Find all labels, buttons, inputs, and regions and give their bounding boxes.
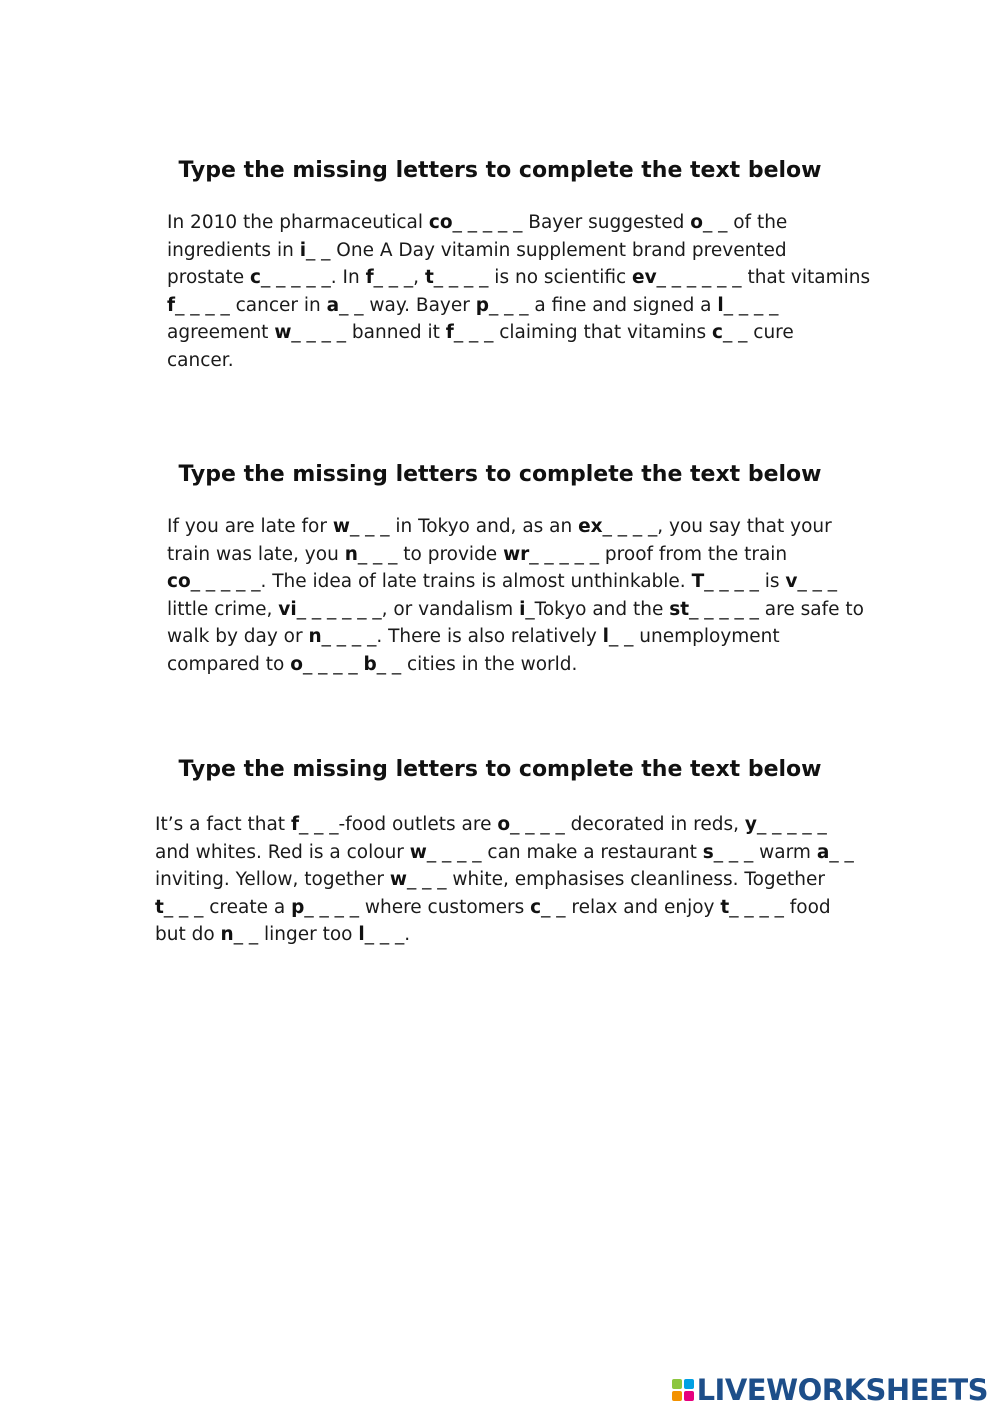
text-segment: cancer.	[167, 349, 234, 371]
word-hint: ev	[632, 267, 657, 289]
text-segment: _ _ _ _	[723, 294, 779, 316]
paragraph-line	[155, 811, 854, 839]
text-segment: _ _ cure	[723, 322, 794, 344]
word-hint: b	[363, 653, 377, 675]
paragraph-line	[167, 541, 864, 569]
text-segment: _ _ unemployment	[609, 626, 780, 648]
text-segment: _ _ _ _ _. The idea of late trains is almost unthinkable.	[190, 571, 692, 593]
text-segment: _ _ of the	[702, 212, 788, 233]
word-hint: y	[744, 814, 757, 835]
paragraph-line	[167, 319, 870, 347]
text-segment: _ _ One A Day vitamin supplement brand prevented	[306, 239, 787, 261]
section-3-paragraph	[155, 811, 854, 949]
text-segment: walk by day or	[167, 626, 309, 648]
word-hint: f	[445, 322, 454, 344]
word-hint: t	[720, 896, 730, 918]
paragraph-line	[155, 866, 854, 894]
text-segment: It’s a fact that	[155, 814, 291, 835]
text-segment: and whites. Red is a colour	[155, 841, 410, 863]
word-hint: a	[326, 294, 340, 316]
text-segment: _ _ _ a fine and signed a	[489, 294, 718, 316]
word-hint: c	[712, 322, 724, 344]
text-segment: _ _ relax and enjoy	[541, 896, 721, 918]
paragraph-line	[167, 292, 870, 320]
text-segment: _ _ _ create a	[163, 896, 292, 918]
section-2-title: Type the missing letters to complete the text below	[178, 462, 822, 487]
word-hint: T	[691, 571, 705, 593]
word-hint: i	[299, 239, 307, 261]
text-segment: _ _ _ _ _	[756, 814, 827, 835]
text-segment: _ _ linger too	[233, 924, 359, 946]
text-segment: _ _ _ _ can make a restaurant	[426, 841, 703, 863]
text-segment: ingredients in	[167, 239, 300, 261]
text-segment: _ _ _-food outlets are	[299, 814, 498, 835]
word-hint: t	[424, 267, 434, 289]
word-hint: p	[475, 294, 489, 316]
text-segment: _ _ _ _ decorated in reds,	[510, 814, 745, 835]
paragraph-line	[167, 568, 864, 596]
liveworksheets-logo-icon	[672, 1379, 694, 1401]
text-segment: _ _ _ _ _ _ that vitamins	[656, 267, 871, 289]
word-hint: co	[167, 571, 191, 593]
word-hint: o	[690, 212, 703, 233]
section-3-title: Type the missing letters to complete the text below	[178, 757, 822, 782]
paragraph-line	[167, 209, 870, 237]
word-hint: w	[274, 322, 292, 344]
text-segment: _ _ _ _ food	[729, 896, 831, 918]
paragraph-line	[155, 921, 854, 949]
text-segment: little crime,	[167, 598, 279, 620]
word-hint: o	[290, 653, 303, 675]
word-hint: w	[409, 841, 427, 863]
word-hint: f	[167, 294, 176, 316]
text-segment: _ _ _	[797, 571, 837, 593]
text-segment: _ _ _ _, you say that your	[602, 516, 832, 537]
text-segment: _ _ _ _ _ proof from the train	[529, 543, 788, 565]
word-hint: l	[717, 294, 724, 316]
word-hint: c	[250, 267, 261, 289]
text-segment: _ _ _ _ _ are safe to	[689, 598, 864, 620]
logo-square-green	[672, 1379, 682, 1389]
word-hint: c	[530, 896, 542, 918]
text-segment: _ _ _.	[364, 924, 411, 946]
text-segment: train was late, you	[167, 543, 345, 565]
text-segment: _ _	[829, 841, 854, 863]
text-segment: _ _ _ _	[302, 653, 364, 675]
section-1-paragraph	[167, 209, 870, 375]
text-segment: _ _ _ _ _ _, or vandalism	[296, 598, 520, 620]
text-segment: _ _ _ warm	[713, 841, 817, 863]
text-segment: inviting. Yellow, together	[155, 869, 390, 891]
word-hint: vi	[278, 598, 297, 620]
word-hint: o	[497, 814, 511, 835]
paragraph-line	[167, 596, 864, 624]
paragraph-line	[155, 894, 854, 922]
logo-square-blue	[684, 1379, 694, 1389]
text-segment: _ _ _ _ _ Bayer suggested	[452, 212, 691, 233]
word-hint: w	[389, 869, 407, 891]
paragraph-line	[167, 237, 870, 265]
text-segment: _ _ _ to provide	[357, 543, 504, 565]
word-hint: wr	[503, 543, 530, 565]
brand-name: LIVEWORKSHEETS	[696, 1373, 988, 1407]
word-hint: v	[785, 571, 798, 593]
word-hint: n	[344, 543, 358, 565]
text-segment: _ _ _ claiming that vitamins	[453, 322, 713, 344]
text-segment: _ _ _ white, emphasises cleanliness. Together	[406, 869, 825, 891]
word-hint: n	[220, 924, 234, 946]
text-segment: _ _ _,	[373, 267, 425, 289]
text-segment: _ _ _ _. There is also relatively	[321, 626, 603, 648]
text-segment: _ _ _ _ is	[704, 571, 786, 593]
word-hint: f	[365, 267, 374, 289]
section-1-title: Type the missing letters to complete the text below	[178, 158, 822, 183]
word-hint: n	[308, 626, 322, 648]
text-segment: _ _ way. Bayer	[339, 294, 476, 316]
text-segment: prostate	[167, 267, 251, 289]
word-hint: ex	[578, 516, 603, 537]
text-segment: _ _ _ _ banned it	[291, 322, 446, 344]
word-hint: a	[816, 841, 830, 863]
paragraph-line	[167, 264, 870, 292]
logo-square-pink	[684, 1391, 694, 1401]
text-segment: _ _ cities in the world.	[376, 653, 578, 675]
text-segment: _Tokyo and the	[525, 598, 670, 620]
text-segment: but do	[155, 924, 221, 946]
logo-square-orange	[672, 1391, 682, 1401]
word-hint: l	[602, 626, 610, 648]
paragraph-line	[167, 623, 864, 651]
text-segment: agreement	[167, 322, 275, 344]
text-segment: If you are late for	[167, 516, 333, 537]
text-segment: _ _ _ in Tokyo and, as an	[349, 516, 579, 537]
text-segment: compared to	[167, 653, 291, 675]
liveworksheets-brand	[672, 1374, 988, 1406]
word-hint: i	[519, 598, 526, 620]
word-hint: w	[332, 516, 350, 537]
paragraph-line	[167, 651, 864, 679]
word-hint: p	[291, 896, 305, 918]
text-segment: _ _ _ _ where customers	[304, 896, 531, 918]
word-hint: f	[290, 814, 299, 835]
text-segment: _ _ _ _ _. In	[260, 267, 366, 289]
word-hint: st	[669, 598, 690, 620]
word-hint: s	[702, 841, 714, 863]
text-segment: _ _ _ _ cancer in	[175, 294, 327, 316]
word-hint: co	[428, 212, 453, 233]
word-hint: l	[358, 924, 365, 946]
paragraph-line	[155, 839, 854, 867]
word-hint: t	[155, 896, 164, 918]
paragraph-line	[167, 513, 864, 541]
text-segment: _ _ _ _ is no scientific	[433, 267, 633, 289]
text-segment: In 2010 the pharmaceutical	[167, 212, 429, 233]
paragraph-line	[167, 347, 870, 375]
section-2-paragraph	[167, 513, 864, 679]
